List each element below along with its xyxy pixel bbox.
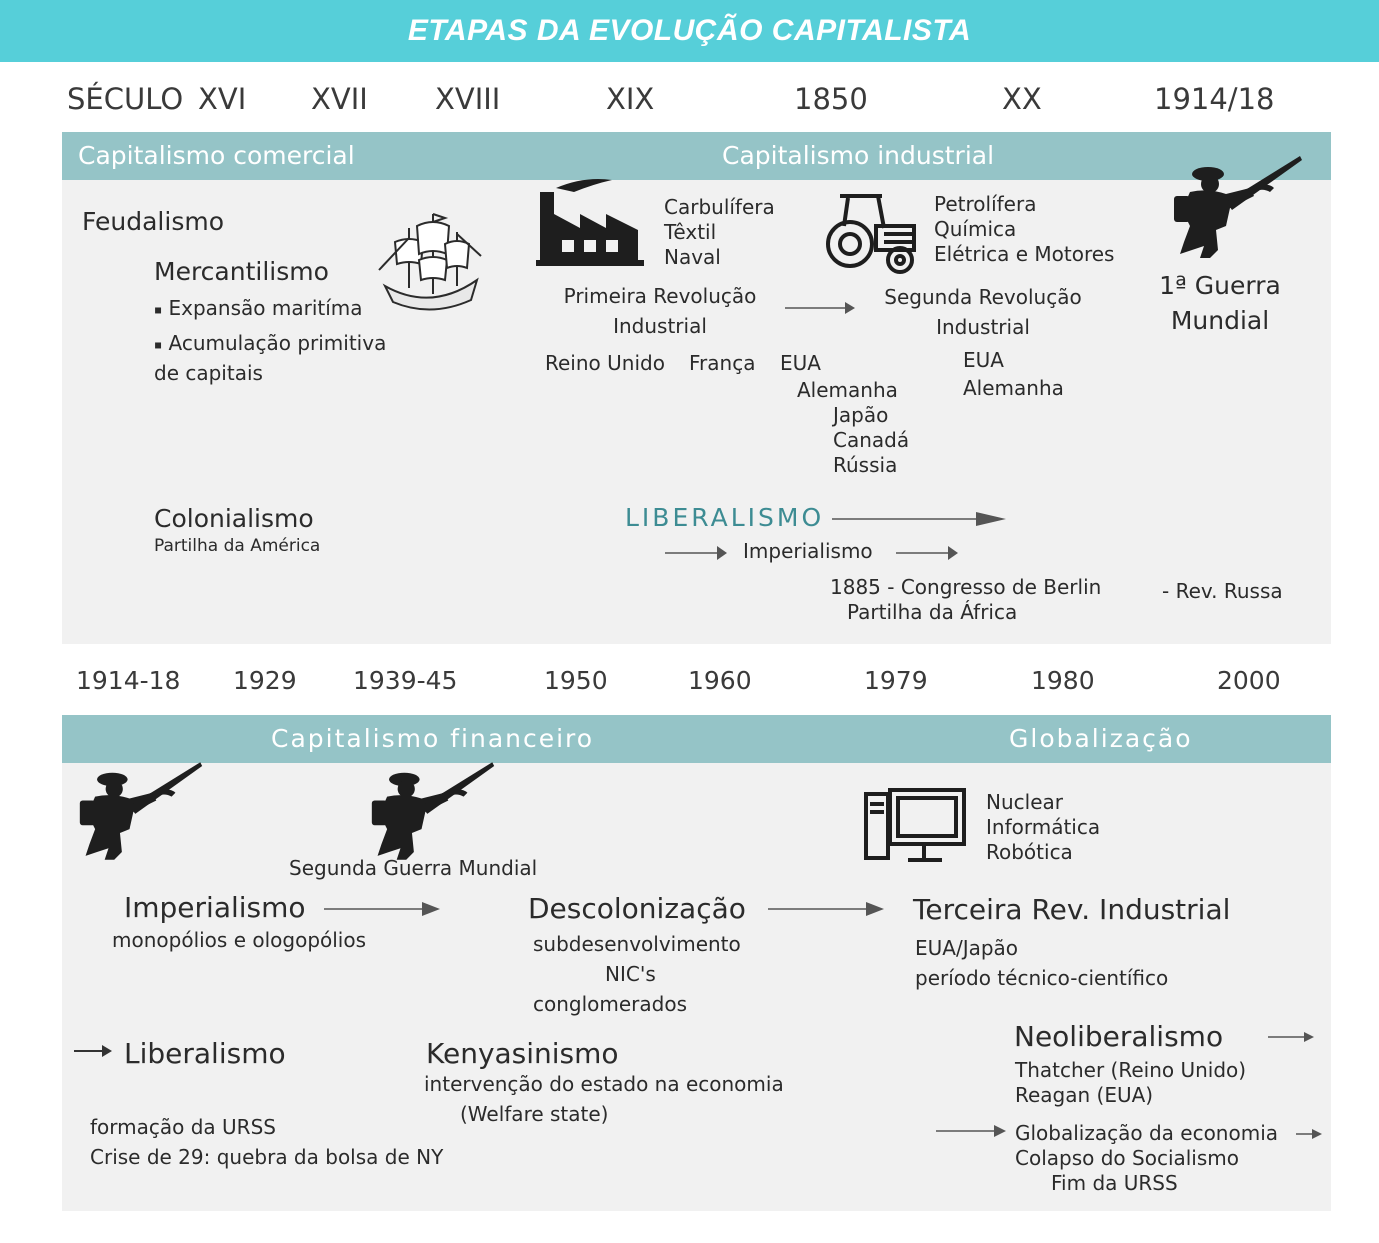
sector-item: Têxtil [664, 220, 717, 244]
timeline-mark: 1929 [233, 666, 297, 695]
band-globalizacao: Globalização [1009, 724, 1193, 753]
timeline-mark: XVI [198, 82, 247, 116]
arrow-icon [1296, 1127, 1324, 1141]
third-rev-sub: EUA/Japão [915, 936, 1019, 960]
neolib-sub: Thatcher (Reino Unido) [1015, 1058, 1247, 1082]
sector-item: Robótica [986, 840, 1073, 864]
liberalismo-title: Liberalismo [124, 1037, 286, 1070]
ship-icon [375, 208, 487, 318]
country-eua: EUA [780, 351, 821, 375]
sector-item: Química [934, 217, 1017, 241]
glob-line: Colapso do Socialismo [1015, 1146, 1240, 1170]
arrow-icon [74, 1044, 114, 1058]
descol-item: NIC's [605, 962, 656, 986]
colonialismo-label: Colonialismo [154, 504, 314, 533]
timeline-mark: 1950 [544, 666, 608, 695]
band-capitalismo-industrial: Capitalismo industrial [722, 141, 995, 170]
sector-item: Naval [664, 245, 721, 269]
timeline-mark: 2000 [1217, 666, 1281, 695]
arrow-icon [936, 1124, 1008, 1138]
arrow-icon [324, 901, 442, 917]
timeline-mark: 1979 [864, 666, 928, 695]
timeline-mark: 1914/18 [1154, 82, 1275, 116]
timeline-mark: 1960 [688, 666, 752, 695]
bullet-icon: ▪ [154, 302, 163, 317]
timeline-mark: XVIII [435, 82, 501, 116]
descolonizacao-title: Descolonização [528, 892, 746, 925]
tractor-icon [822, 190, 920, 276]
ww1-title [1145, 268, 1295, 338]
country-alemanha: Alemanha [797, 378, 898, 402]
ww2-label: Segunda Guerra Mundial [289, 856, 538, 880]
timeline-mark: XVII [311, 82, 368, 116]
arrow-icon [832, 510, 1008, 528]
soldier-icon [368, 756, 498, 864]
timeline-mark: 1914-18 [76, 666, 181, 695]
first-rev-line: Primeira Revolução [563, 284, 757, 308]
keynes-sub: intervenção do estado na economia [424, 1072, 784, 1096]
mercantilismo-label: Mercantilismo [154, 257, 329, 286]
sector-item: Carbulífera [664, 195, 775, 219]
urss-label: formação da URSS [90, 1115, 276, 1139]
band-capitalismo-comercial: Capitalismo comercial [78, 141, 355, 170]
sector-item: Informática [986, 815, 1101, 839]
third-rev-sub: período técnico-científico [915, 966, 1169, 990]
neolib-sub: Reagan (EUA) [1015, 1083, 1154, 1107]
keynes-sub: (Welfare state) [460, 1102, 609, 1126]
first-rev-line: Industrial [613, 314, 707, 338]
soldier-icon [1170, 150, 1306, 262]
keynes-title: Kenyasinismo [426, 1037, 619, 1070]
bullet-icon: ▪ [154, 337, 163, 352]
colonialismo-sub: Partilha da América [154, 536, 321, 556]
bottom-band [62, 715, 1331, 763]
feudalismo-label: Feudalismo [82, 207, 224, 236]
country-reino-unido: Reino Unido [545, 351, 665, 375]
imperialismo-label: Imperialismo [743, 539, 873, 563]
berlin-line1: 1885 - Congresso de Berlin [830, 575, 1102, 599]
country-russia: Rússia [833, 453, 898, 477]
sector-item: Petrolífera [934, 192, 1037, 216]
first-rev-sectors [664, 195, 775, 270]
liberalismo-label: LIBERALISMO [625, 503, 825, 532]
top-band [62, 132, 1331, 180]
second-rev-title [843, 282, 1123, 342]
second-rev-sectors [934, 192, 1114, 267]
country-canada: Canadá [833, 428, 910, 452]
mercantilismo-item [154, 330, 386, 358]
sector-item: Elétrica e Motores [934, 242, 1115, 266]
neolib-title: Neoliberalismo [1014, 1020, 1224, 1053]
page-title: ETAPAS DA EVOLUÇÃO CAPITALISTA [407, 14, 972, 47]
imperialismo-sub: monopólios e ologopólios [112, 928, 367, 952]
country-alemanha: Alemanha [963, 376, 1064, 400]
acumulacao-text: Acumulação primitiva [168, 331, 387, 355]
timeline-mark: XIX [606, 82, 655, 116]
rev-russa-label: - Rev. Russa [1162, 579, 1283, 603]
acumulacao-cont: de capitais [154, 361, 263, 385]
timeline-mark: 1850 [794, 82, 868, 116]
country-eua: EUA [963, 348, 1004, 372]
arrow-icon [1268, 1030, 1316, 1044]
third-rev-title: Terceira Rev. Industrial [913, 893, 1231, 926]
second-rev-line: Industrial [936, 315, 1030, 339]
glob-line: Fim da URSS [1051, 1171, 1178, 1195]
timeline-mark: XX [1002, 82, 1042, 116]
soldier-icon [76, 756, 206, 864]
descol-item: subdesenvolvimento [533, 932, 741, 956]
third-rev-sectors [986, 790, 1100, 865]
arrow-icon [768, 901, 886, 917]
crise-label: Crise de 29: quebra da bolsa de NY [90, 1145, 444, 1169]
factory-icon [534, 174, 646, 268]
sector-item: Nuclear [986, 790, 1063, 814]
timeline-mark: 1980 [1031, 666, 1095, 695]
country-franca: França [689, 351, 756, 375]
century-label: SÉCULO [67, 82, 184, 116]
berlin-line2: Partilha da África [847, 600, 1018, 624]
second-rev-line: Segunda Revolução [884, 285, 1082, 309]
country-japao: Japão [833, 403, 889, 427]
imperialismo-title: Imperialismo [124, 891, 306, 924]
first-rev-title [520, 281, 800, 341]
descol-item: conglomerados [533, 992, 688, 1016]
ww1-line: Mundial [1170, 306, 1270, 335]
glob-line: Globalização da economia [1015, 1121, 1279, 1145]
ww1-line: 1ª Guerra [1159, 271, 1281, 300]
timeline-mark: 1939-45 [353, 666, 458, 695]
band-capitalismo-financeiro: Capitalismo financeiro [271, 724, 595, 753]
expansao-text: Expansão maritíma [168, 296, 363, 320]
arrow-icon [665, 545, 729, 561]
arrow-icon [896, 545, 960, 561]
computer-icon [864, 788, 968, 864]
mercantilismo-item [154, 295, 363, 323]
